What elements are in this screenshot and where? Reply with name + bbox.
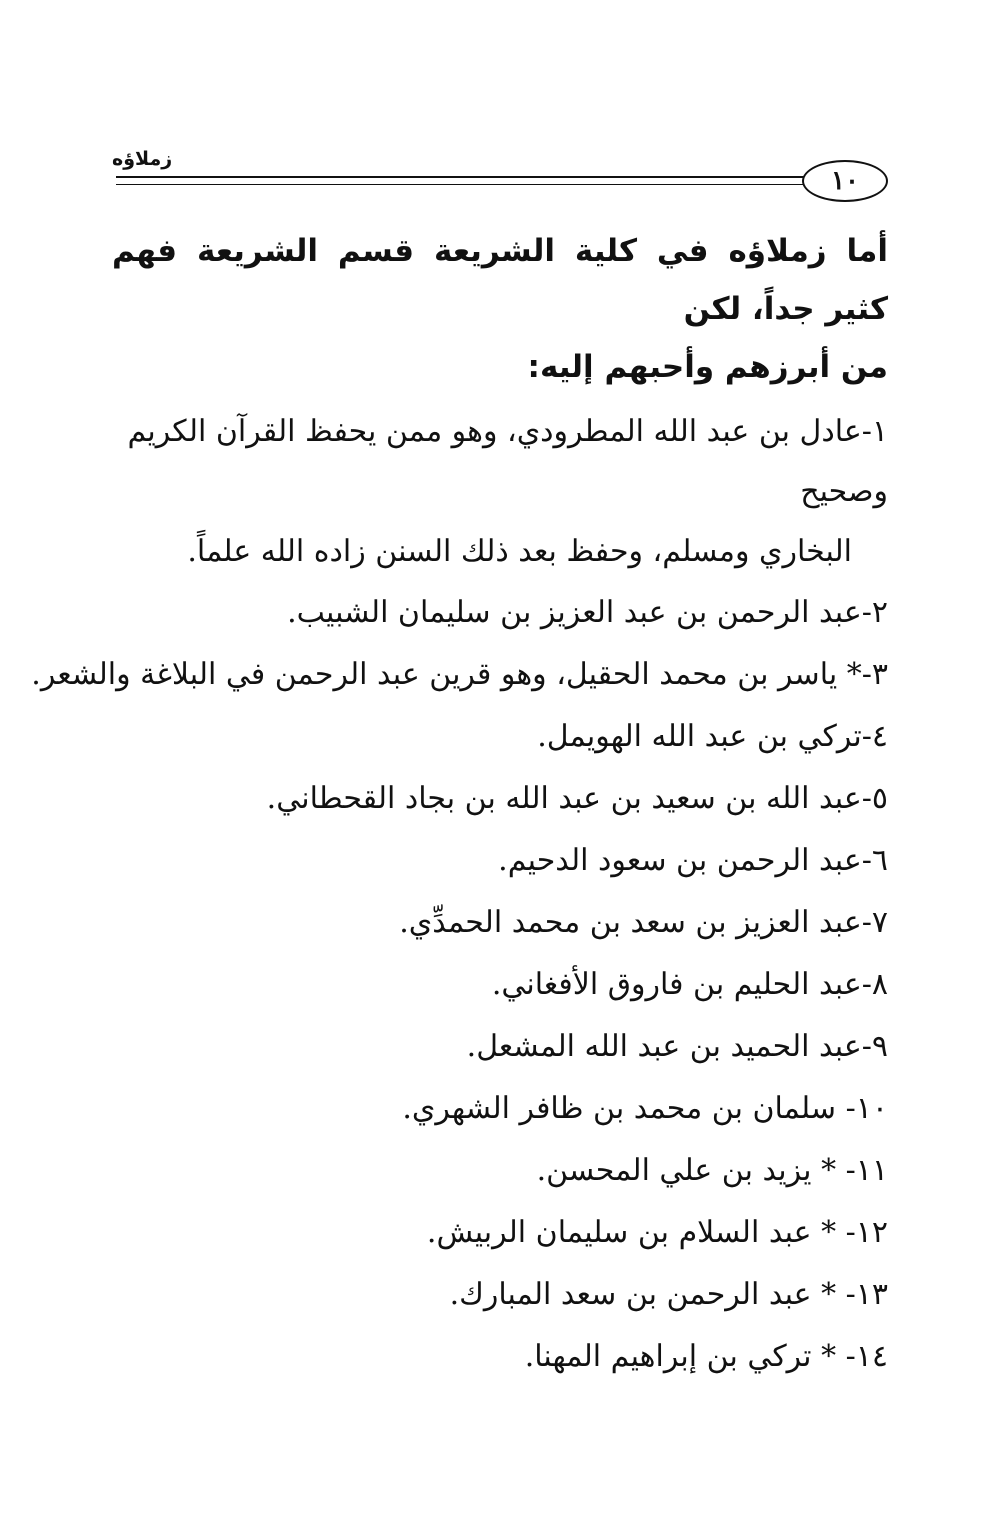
list-item bbox=[112, 1078, 888, 1140]
item-text: تركي بن إبراهيم المهنا. bbox=[524, 1339, 812, 1374]
list-item bbox=[112, 1264, 888, 1326]
list-item bbox=[112, 1202, 888, 1264]
item-text: يزيد بن علي المحسن. bbox=[536, 1153, 812, 1188]
item-number: ٩- bbox=[861, 1029, 888, 1064]
item-number: ١٠- bbox=[836, 1091, 888, 1126]
header-rule-thin bbox=[116, 184, 814, 185]
item-text: عبد العزيز بن سعد بن محمد الحمدِّي. bbox=[399, 905, 862, 940]
asterisk-mark: * bbox=[811, 1277, 837, 1312]
item-text: عبد الرحمن بن سعد المبارك. bbox=[449, 1277, 812, 1312]
intro-line-2: من أبرزهم وأحبهم إليه: bbox=[527, 349, 888, 385]
list-item bbox=[112, 582, 888, 644]
page-header bbox=[112, 148, 890, 208]
item-text: عبد السلام بن سليمان الربيش. bbox=[426, 1215, 812, 1250]
list-item bbox=[112, 706, 888, 768]
item-text: عبد الله بن سعيد بن عبد الله بن بجاد القحطاني. bbox=[266, 781, 862, 816]
item-number: ٦- bbox=[861, 843, 888, 878]
item-text: ياسر بن محمد الحقيل، وهو قرين عبد الرحمن في البلاغة والشعر. bbox=[31, 657, 838, 692]
asterisk-mark: * bbox=[811, 1215, 837, 1250]
list-item bbox=[112, 892, 888, 954]
intro-paragraph bbox=[112, 222, 888, 396]
list-item bbox=[112, 1140, 888, 1202]
list-item bbox=[112, 1016, 888, 1078]
item-text: عبد الرحمن بن عبد العزيز بن سليمان الشبيب. bbox=[287, 595, 862, 630]
item-number: ٢- bbox=[861, 595, 888, 630]
intro-line-1: أما زملاؤه في كلية الشريعة قسم الشريعة فهم كثير جداً، لكن bbox=[112, 233, 888, 327]
list-item bbox=[112, 830, 888, 892]
item-number: ١٢- bbox=[836, 1215, 888, 1250]
item-number: ٨- bbox=[861, 967, 888, 1002]
asterisk-mark: * bbox=[811, 1153, 837, 1188]
item-text: عبد الحليم بن فاروق الأفغاني. bbox=[491, 967, 862, 1002]
item-number: ٧- bbox=[861, 905, 888, 940]
item-number: ١٣- bbox=[836, 1277, 888, 1312]
list-item bbox=[112, 1326, 888, 1388]
item-text-continuation: البخاري ومسلم، وحفظ بعد ذلك السنن زاده الله علماً. bbox=[187, 534, 852, 569]
item-text: عبد الحميد بن عبد الله المشعل. bbox=[466, 1029, 862, 1064]
list-item bbox=[112, 954, 888, 1016]
list-item bbox=[112, 402, 888, 582]
item-text: تركي بن عبد الله الهويمل. bbox=[537, 719, 862, 754]
page-number: ١٠ bbox=[831, 166, 859, 196]
page-number-oval bbox=[802, 160, 888, 202]
running-title: زملاؤه bbox=[112, 148, 173, 170]
header-rule-thick bbox=[116, 176, 814, 178]
item-number: ١١- bbox=[836, 1153, 888, 1188]
list-item bbox=[112, 768, 888, 830]
item-number: ٣- bbox=[861, 657, 888, 692]
page-body bbox=[31, 222, 888, 1388]
item-number: ٥- bbox=[861, 781, 888, 816]
item-text: سلمان بن محمد بن ظافر الشهري. bbox=[402, 1091, 837, 1126]
item-number: ١- bbox=[861, 414, 888, 449]
item-number: ١٤- bbox=[836, 1339, 888, 1374]
item-number: ٤- bbox=[861, 719, 888, 754]
list-item bbox=[31, 644, 888, 706]
item-text: عادل بن عبد الله المطرودي، وهو ممن يحفظ القرآن الكريم وصحيح bbox=[127, 414, 888, 509]
item-text: عبد الرحمن بن سعود الدحيم. bbox=[498, 843, 862, 878]
asterisk-mark: * bbox=[811, 1339, 837, 1374]
asterisk-mark: * bbox=[837, 657, 862, 692]
colleagues-list bbox=[31, 402, 888, 1388]
